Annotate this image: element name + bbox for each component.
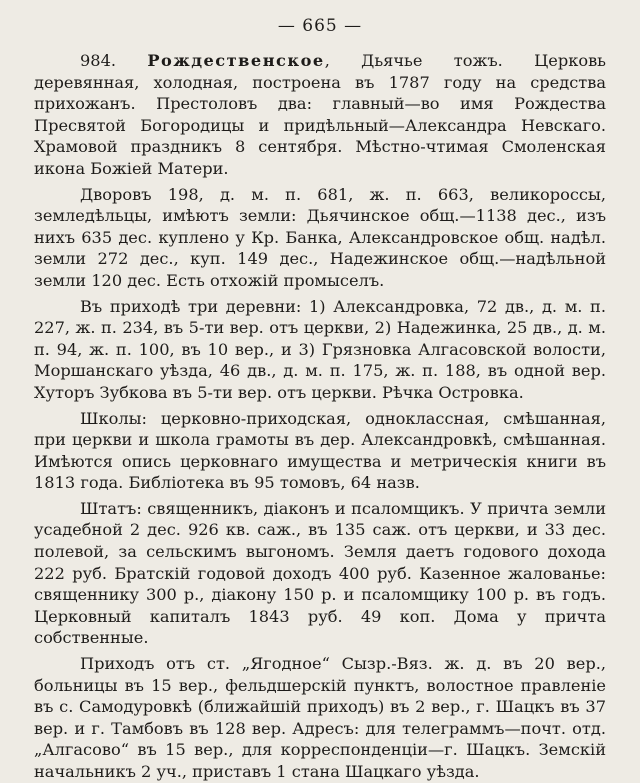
paragraph-schools: Школы: церковно-приходская, одноклассная, смѣшанная, при церкви и школа грамоты въ дер. Александровкѣ, смѣшанная. Имѣются опись церковнаго имущества и метрическія книги въ 1813 года. Библіотека въ 95 томовъ, 64 назв. — [34, 408, 606, 493]
entry-number: 984. — [80, 51, 117, 70]
entry-paragraph — [34, 50, 606, 180]
paragraph-households: Дворовъ 198, д. м. п. 681, ж. п. 663, великороссы, земледѣльцы, имѣютъ земли: Дьячинское общ.—1138 дес., изъ нихъ 635 дес. куплено у Кр. Банка, Александровское общ. надѣл. земли 272 дес., куп. 149 дес., Надежинское общ.—надѣльной земли 120 дес. Есть отхожій промыселъ. — [34, 184, 606, 290]
paragraph-location: Приходъ отъ ст. „Ягодное“ Сызр.-Вяз. ж. д. въ 20 вер., больницы въ 15 вер., фельдшерскій пунктъ, волостное правленіе въ с. Самодуровкѣ (ближайшій приходъ) въ 2 вер., г. Шацкъ въ 37 вер. и г. Тамбовъ въ 128 вер. Адресъ: для телеграммъ—почт. отд. „Алгасово“ въ 15 вер., для корреспонденціи—г. Шацкъ. Земскій начальникъ 2 уч., приставъ 1 стана Шацкаго уѣзда. — [34, 654, 606, 781]
paragraph-staff: Штатъ: священникъ, діаконъ и псаломщикъ. У причта земли усадебной 2 дес. 926 кв. саж., въ 135 саж. отъ церкви, и 33 дес. полевой, за сельскимъ выгономъ. Земля даетъ годового дохода 222 руб. Братскій годовой доходъ 400 руб. Казенное жалованье: священнику 300 р., діакону 150 р. и псаломщику 100 р. въ годъ. Церковный капиталъ 1843 руб. 49 коп. Дома у причта собственные. — [34, 498, 606, 648]
paragraph-villages: Въ приходѣ три деревни: 1) Александровка, 72 дв., д. м. п. 227, ж. п. 234, въ 5-ти вер. отъ церкви, 2) Надежинка, 25 дв., д. м. п. 94, ж. п. 100, въ 10 вер., и 3) Грязновка Алгасовской волости, Моршанскаго уѣзда, 46 дв., д. м. п. 175, ж. п. 188, въ одной вер. Хуторъ Зубкова въ 5-ти вер. отъ церкви. Рѣчка Островка. — [34, 296, 606, 402]
entry-name: Рождественское — [147, 51, 325, 70]
page-number: — 665 — — [277, 16, 363, 36]
entry-intro: , Дьячье тожъ. Церковь деревянная, холодная, построена въ 1787 году на средства прихожанъ. Престоловъ два: главный—во имя Рождества Пресвятой Богородицы и придѣльный—Александра Невскаго. Храмовой праздникъ 8 сентября. Мѣстно-чтимая Смоленская икона Божіей Матери. — [34, 51, 606, 178]
